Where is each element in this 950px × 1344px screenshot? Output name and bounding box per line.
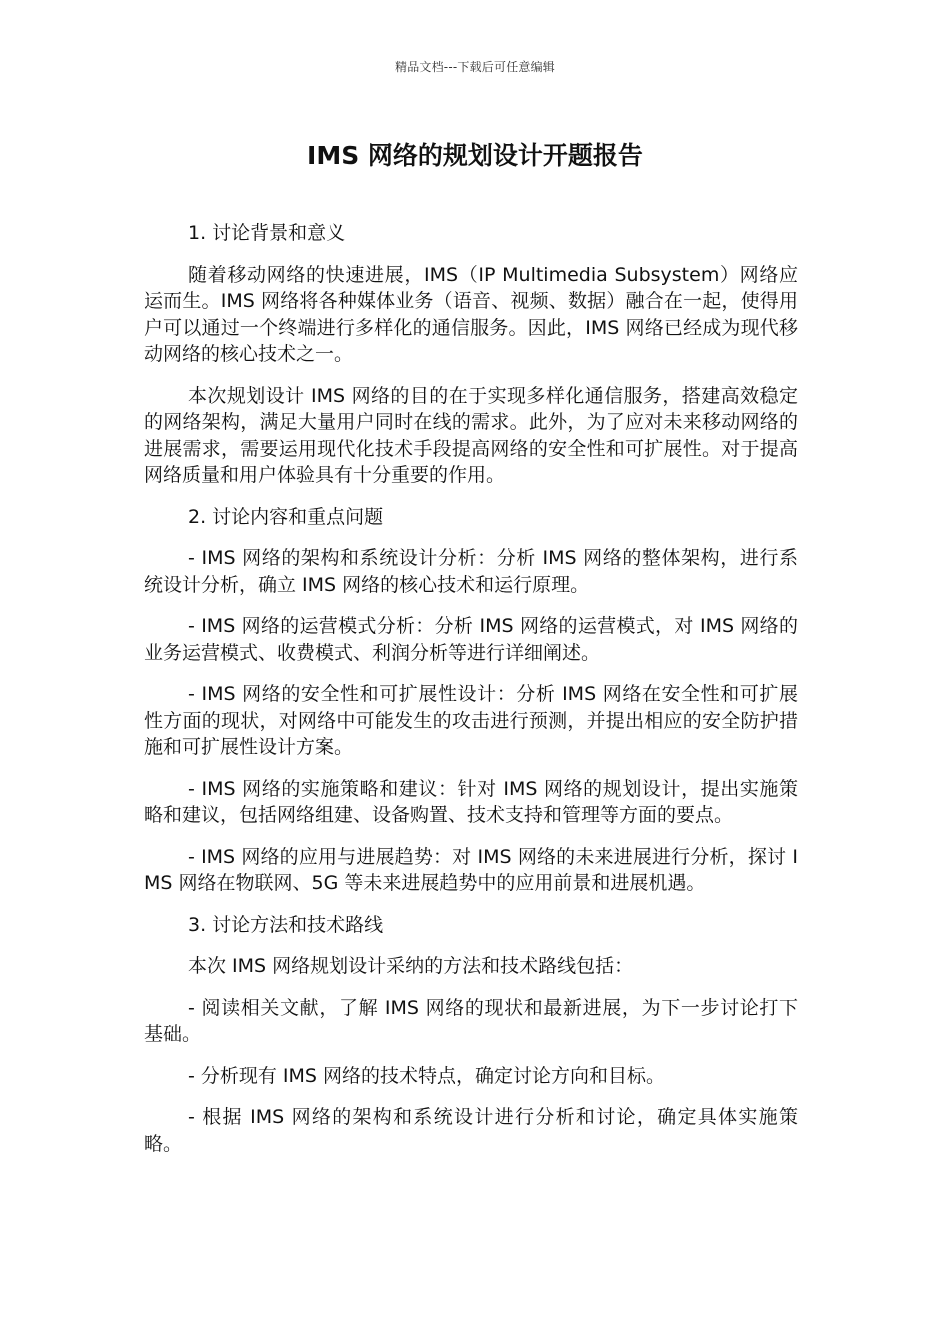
document-body <box>144 220 798 1172</box>
paragraph: 随着移动网络的快速进展，IMS（IP Multimedia Subsystem）网络应运而生。IMS 网络将各种媒体业务（语音、视频、数据）融合在一起，使得用户可以通过一个终端进行多样化的通信服务。因此，IMS 网络已经成为现代移动网络的核心技术之一。 <box>144 263 798 365</box>
header-note: 精品文档---下载后可任意编辑 <box>395 60 555 74</box>
list-item: - IMS 网络的架构和系统设计分析：分析 IMS 网络的整体架构，进行系统设计分析，确立 IMS 网络的核心技术和运行原理。 <box>144 547 798 596</box>
list-item: - IMS 网络的实施策略和建议：针对 IMS 网络的规划设计，提出实施策略和建议，包括网络组建、设备购置、技术支持和管理等方面的要点。 <box>144 777 798 826</box>
section-heading-1: 1. 讨论背景和意义 <box>188 222 346 244</box>
paragraph: 本次 IMS 网络规划设计采纳的方法和技术路线包括： <box>188 955 634 977</box>
list-item: - 根据 IMS 网络的架构和系统设计进行分析和讨论，确定具体实施策略。 <box>144 1106 798 1155</box>
list-item: - IMS 网络的运营模式分析：分析 IMS 网络的运营模式，对 IMS 网络的业务运营模式、收费模式、利润分析等进行详细阐述。 <box>144 615 798 664</box>
section-heading-2: 2. 讨论内容和重点问题 <box>188 505 384 528</box>
list-item: - IMS 网络的安全性和可扩展性设计：分析 IMS 网络在安全性和可扩展性方面的现状，对网络中可能发生的攻击进行预测，并提出相应的安全防护措施和可扩展性设计方案。 <box>144 683 798 758</box>
document-title: IMS 网络的规划设计开题报告 <box>307 141 643 170</box>
section-heading-3: 3. 讨论方法和技术路线 <box>188 913 384 936</box>
list-item: - IMS 网络的应用与进展趋势：对 IMS 网络的未来进展进行分析，探讨 IMS 网络在物联网、5G 等未来进展趋势中的应用前景和进展机遇。 <box>144 845 798 894</box>
list-item: - 阅读相关文献，了解 IMS 网络的现状和最新进展，为下一步讨论打下基础。 <box>144 996 798 1045</box>
paragraph: 本次规划设计 IMS 网络的目的在于实现多样化通信服务，搭建高效稳定的网络架构，满足大量用户同时在线的需求。此外，为了应对未来移动网络的进展需求，需要运用现代化技术手段提高网络的安全性和可扩展性。对于提高网络质量和用户体验具有十分重要的作用。 <box>144 384 798 486</box>
list-item: - 分析现有 IMS 网络的技术特点，确定讨论方向和目标。 <box>188 1064 666 1087</box>
